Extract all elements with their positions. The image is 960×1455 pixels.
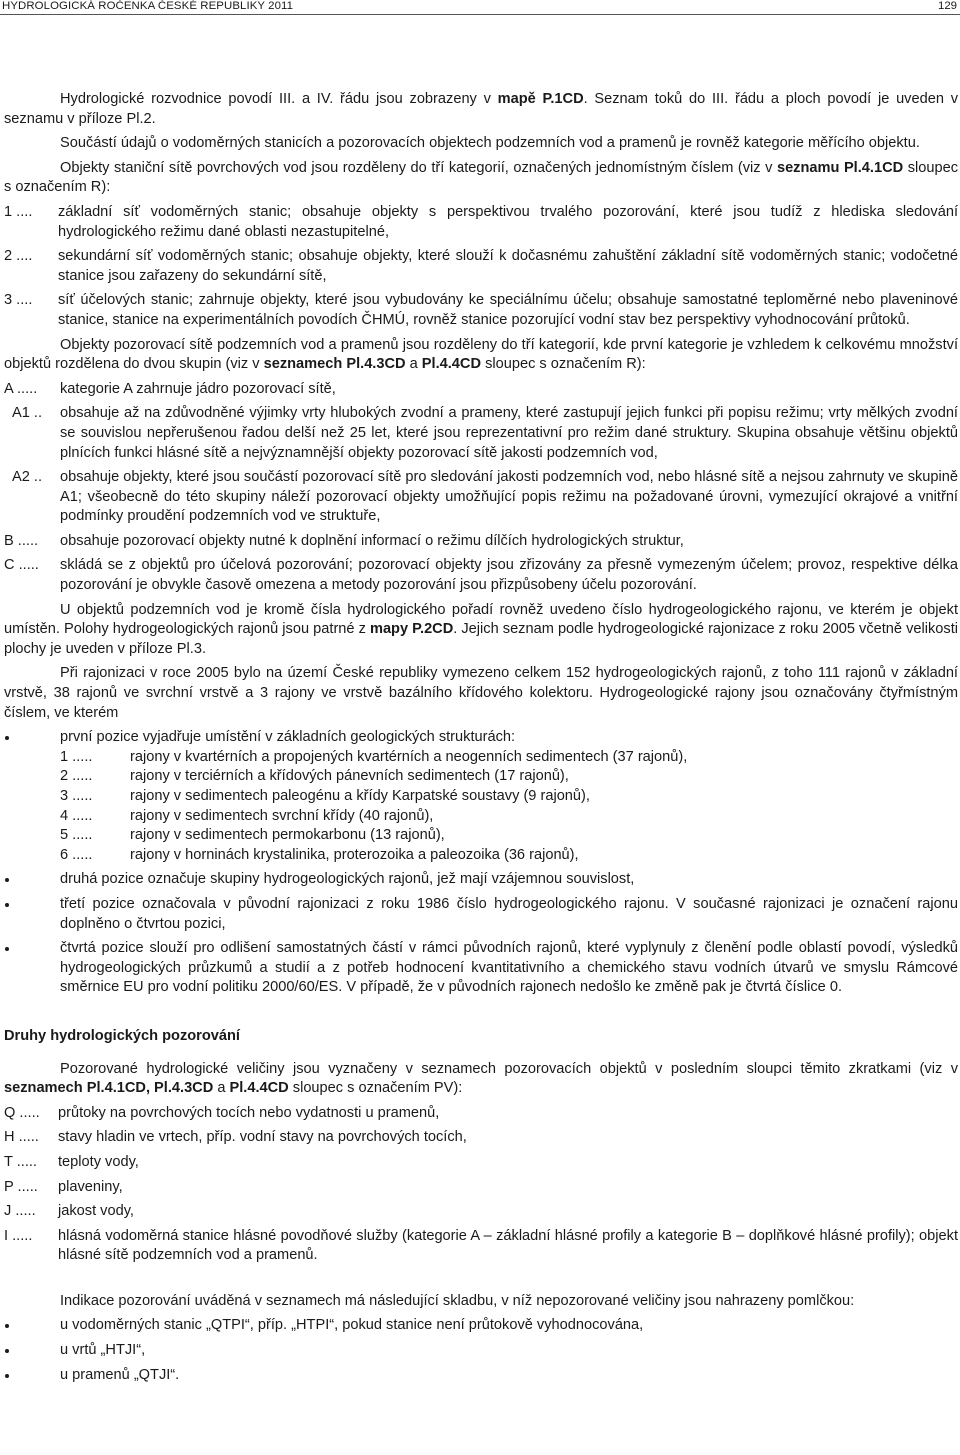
list-item-key: 3 .... [4, 292, 33, 309]
list-item-key: 5 ..... [60, 827, 93, 844]
bullet-item [4, 939, 958, 998]
list-item [4, 203, 958, 242]
bullet-icon [4, 870, 60, 890]
map-reference: mapě P.1CD [497, 91, 584, 107]
bullet-text: čtvrtá pozice slouží pro odlišení samostatných částí v rámci původních rajonů, které vyplynuly z členění podle oblastí povodí, výsledků hydrogeologických průzkumů a studií a z potřeb hodnocení kvantitativního a chemického stavu vodních útvarů ve smyslu Rámcové směrnice EU pro vodní politiku 2000/60/ES. V případě, že v původních rajonech nedošlo ke změně pak je čtvrtá číslice 0. [60, 940, 958, 996]
groundwater-category-list [4, 380, 958, 596]
bullet-item [4, 870, 958, 890]
list-item-text: rajony v sedimentech permokarbonu (13 rajonů), [130, 827, 445, 844]
list-item-text: obsahuje až na zdůvodněné výjimky vrty hlubokých zvodní a prameny, které zastupují jejich funkci při popisu režimu; vrty mělkých zvodní se souvislou nepřerušenou řadou delší než 25 let, které jsou reprezentativní pro režim dané struktury. Skupina obsahuje většinu objektů plnících funkci hlásné sítě a nejvýznamnější objekty pozorovací sítě jakosti podzemních vod, [60, 405, 958, 461]
list-item-key: C ..... [4, 557, 39, 574]
list-item [60, 748, 958, 768]
bullet-text: u pramenů „QTJI“. [60, 1366, 180, 1383]
indicator-paragraph: Indikace pozorování uváděná v seznamech má následující skladbu, v níž nepozorované veličiny jsou nahrazeny pomlčkou: [60, 1292, 855, 1309]
list-item-text: rajony v horninách krystalinika, proterozoika a paleozoika (36 rajonů), [130, 846, 579, 863]
bullet-item [4, 728, 958, 865]
intro-paragraph-3: Objekty staniční sítě povrchových vod jsou rozděleny do tří kategorií, označených jednomístným číslem (viz v seznamu Pl.4.1CD sloupec s označením R): [4, 159, 958, 196]
bullet-text: druhá pozice označuje skupiny hydrogeologických rajonů, jež mají vzájemnou souvislost, [60, 871, 635, 888]
list-item-key: P ..... [4, 1178, 38, 1195]
list-item [4, 1227, 958, 1266]
list-item-key: 3 ..... [60, 788, 93, 804]
list-item-key: 2 ..... [60, 768, 93, 785]
list-item [4, 556, 958, 595]
list-reference: seznamu Pl.4.1CD [776, 159, 904, 176]
list-item-text: kategorie A zahrnuje jádro pozorovací sítě, [60, 380, 336, 397]
list-item-key: 2 .... [4, 248, 33, 265]
list-item-text: rajony v terciérních a křídových pánevních sedimentech (17 rajonů), [130, 768, 569, 785]
list-item [4, 380, 958, 400]
list-item-key: B ..... [4, 532, 39, 549]
list-item-key: T ..... [4, 1153, 37, 1170]
running-header [0, 0, 960, 15]
region-sublist [60, 748, 958, 866]
list-item [4, 1128, 958, 1148]
bullet-text: u vrtů „HTJI“, [60, 1342, 146, 1359]
list-item [60, 826, 958, 846]
list-item [4, 1202, 958, 1222]
bullet-item [4, 1366, 958, 1386]
bullet-text: první pozice vyjadřuje umístění v základních geologických strukturách: [60, 729, 516, 746]
regions-paragraph-1: U objektů podzemních vod je kromě čísla hydrologického pořadí rovněž uvedeno číslo hydrogeologického rajonu, ve kterém je objekt umístěn. Polohy hydrogeologických rajonů jsou patrné z mapy P.2CD. Jejich seznam podle hydrogeologické rajonizace z roku 2005 včetně velikosti plochy je uveden v příloze Pl.3. [4, 601, 958, 657]
list-item-text: plaveniny, [58, 1178, 123, 1195]
list-item-key: H ..... [4, 1129, 39, 1146]
bullet-icon [4, 939, 60, 998]
list-item [60, 767, 958, 787]
bullet-text: třetí pozice označovala v původní rajonizaci z roku 1986 číslo hydrogeologického rajonu. V současné rajonizaci je označení rajonu doplněno o čtvrtou pozici, [60, 895, 958, 932]
list-item-key: Q ..... [4, 1104, 40, 1121]
list-item-text: obsahuje objekty, které jsou součástí pozorovací sítě pro sledování jakosti podzemních vod, nebo hlásné sítě a nejsou zahrnuty ve skupině A1; všeobecně do této skupiny náleží pozorovací objekty umožňující popis režimu na požadované úrovni, vymezující okrajové a vnitřní podmínky proudění podzemních vod ve struktuře, [60, 469, 958, 525]
list-item-text: skládá se z objektů pro účelová pozorování; pozorovací objekty jsou zřizovány za přesně vymezeným účelem; provoz, respektive délka pozorování je obvykle časově omezena a metody pozorování jsou přizpůsobeny účelu pozorování. [60, 557, 958, 594]
list-reference: Pl.4.4CD [421, 356, 482, 373]
bullet-item [4, 1341, 958, 1361]
map-reference: mapy P.2CD [369, 621, 454, 638]
list-item-key: 6 ..... [60, 846, 93, 863]
list-item [4, 1178, 958, 1198]
list-item-text: sekundární síť vodoměrných stanic; obsahuje objekty, které slouží k dočasnému zahuštění základní sítě vodoměrných stanic; vodočetné stanice jsou zařazeny do sekundární sítě, [58, 248, 958, 284]
document-body [4, 90, 958, 1390]
list-item [4, 404, 958, 463]
abbreviation-list [4, 1104, 958, 1266]
header-title: HYDROLOGICKÁ ROČENKA ČESKÉ REPUBLIKY 2011 [2, 0, 294, 12]
list-item [60, 807, 958, 827]
list-item [4, 291, 958, 330]
list-item [4, 1153, 958, 1173]
groundwater-paragraph: Objekty pozorovací sítě podzemních vod a pramenů jsou rozděleny do tří kategorií, kde první kategorie je vzhledem k celkovému množství objektů rozdělena do dvou skupin (viz v seznamech Pl.4.3CD a Pl.4.4CD sloupec s označením R): [4, 336, 958, 373]
list-item-key: 1 .... [4, 203, 33, 220]
bullet-icon [4, 1341, 60, 1361]
list-item-key: A ..... [4, 380, 38, 397]
surface-category-list [4, 203, 958, 331]
list-item [4, 468, 958, 527]
list-item-text: teploty vody, [58, 1153, 139, 1170]
observations-paragraph: Pozorované hydrologické veličiny jsou vyznačeny v seznamech pozorovacích objektů v posledním sloupci těmito zkratkami (viz v seznamech Pl.4.1CD, Pl.4.3CD a Pl.4.4CD sloupec s označením PV): [4, 1060, 958, 1097]
list-item-text: obsahuje pozorovací objekty nutné k doplnění informací o režimu dílčích hydrologických struktur, [60, 532, 684, 549]
list-item [4, 1104, 958, 1124]
list-item [4, 247, 958, 286]
list-item-text: stavy hladin ve vrtech, příp. vodní stavy na povrchových tocích, [58, 1129, 467, 1146]
intro-paragraph-2: Součástí údajů o vodoměrných stanicích a pozorovacích objektech podzemních vod a pramenů je rovněž kategorie měřícího objektu. [60, 135, 920, 152]
bullet-text: u vodoměrných stanic „QTPI“, příp. „HTPI“, pokud stanice není průtokově vyhodnocována, [60, 1317, 644, 1334]
bullet-item [4, 895, 958, 934]
list-item-key: 1 ..... [60, 748, 93, 765]
list-item-key: 4 ..... [60, 807, 93, 824]
intro-paragraph-1: Hydrologické rozvodnice povodí III. a IV. řádu jsou zobrazeny v mapě P.1CD. Seznam toků do III. řádu a ploch povodí je uveden v seznamu v příloze Pl.2. [4, 91, 958, 127]
regions-paragraph-2: Při rajonizaci v roce 2005 bylo na území České republiky vymezeno celkem 152 hydrogeologických rajonů, z toho 111 rajonů v základní vrstvě, 38 rajonů ve svrchní vrstvě a 3 rajony ve vrstvě bazálního křídového kolektoru. Hydrogeologické rajony jsou označovány čtyřmístným číslem, ve kterém [4, 665, 958, 721]
list-item-text: síť účelových stanic; zahrnuje objekty, které jsou vybudovány ke speciálnímu účelu; obsahuje samostatné teploměrné nebo plaveninové stanice, stanice na experimentálních povodích ČHMÚ, rovněž stanice pozorující vodní stav bez perspektivy vyhodnocování průtoků. [58, 292, 958, 328]
list-item [60, 846, 958, 866]
list-item-text: průtoky na povrchových tocích nebo vydatnosti u pramenů, [58, 1104, 440, 1121]
list-reference: seznamech Pl.4.1CD, Pl.4.3CD [4, 1080, 214, 1097]
list-item-text: jakost vody, [58, 1203, 134, 1220]
bullet-icon [4, 895, 60, 934]
list-item-key: J ..... [4, 1203, 36, 1220]
list-item-text: rajony v kvartérních a propojených kvartérních a neogenních sedimentech (37 rajonů), [130, 748, 688, 765]
list-item [4, 532, 958, 552]
list-item-text: hlásná vodoměrná stanice hlásné povodňové služby (kategorie A – základní hlásné profily a kategorie B – doplňkové hlásné profily); objekt hlásné sítě podzemních vod a pramenů. [58, 1227, 958, 1264]
list-item-key: A2 .. [12, 469, 43, 486]
bullet-item [4, 1316, 958, 1336]
bullet-icon [4, 1316, 60, 1336]
list-item-key: I ..... [4, 1227, 33, 1244]
bullet-icon [4, 1366, 60, 1386]
list-item [60, 787, 958, 807]
page-number: 129 [937, 0, 957, 12]
list-reference: Pl.4.4CD [229, 1080, 289, 1097]
section-heading: Druhy hydrologických pozorování [4, 1027, 240, 1044]
list-item-text: základní síť vodoměrných stanic; obsahuje objekty s perspektivou trvalého pozorování, které jsou tudíž z hlediska sledování hydrologického režimu dané oblasti nezastupitelné, [58, 203, 958, 240]
list-item-text: rajony v sedimentech paleogénu a křídy Karpatské soustavy (9 rajonů), [130, 788, 590, 804]
list-reference: seznamech Pl.4.3CD [263, 356, 406, 373]
bullet-icon [4, 728, 60, 865]
list-item-key: A1 .. [12, 405, 43, 422]
list-item-text: rajony v sedimentech svrchní křídy (40 rajonů), [130, 807, 434, 824]
